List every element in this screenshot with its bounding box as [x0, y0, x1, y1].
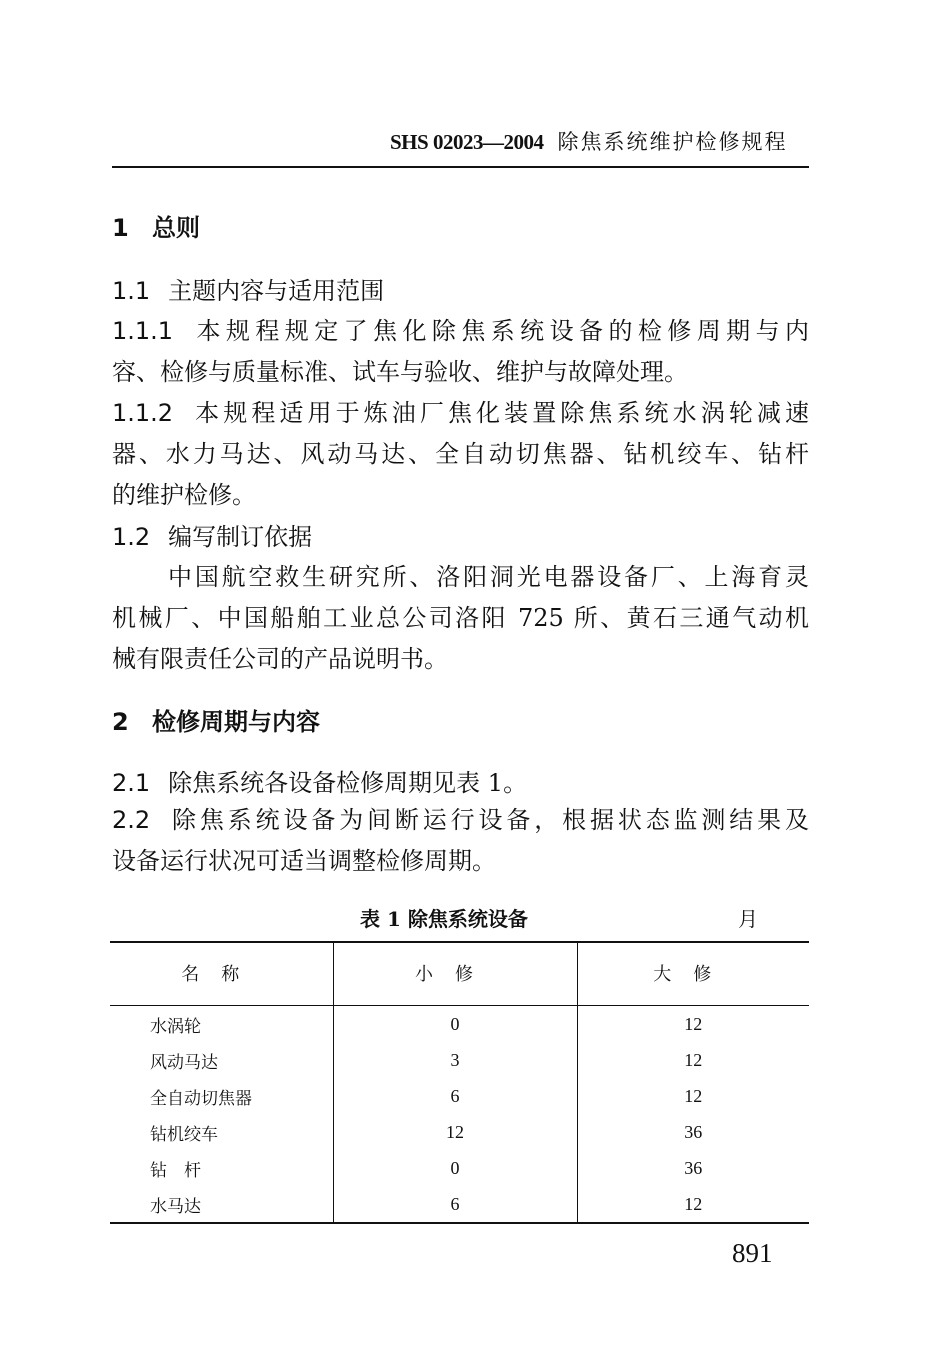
table-unit: 月	[738, 907, 758, 931]
section-number: 1.1.1	[112, 317, 174, 345]
equipment-name: 钻 杆	[150, 1160, 201, 1181]
paragraph-line: 除焦系统设备为间断运行设备，根据状态监测结果及	[168, 806, 809, 834]
equipment-name: 全自动切焦器	[150, 1088, 252, 1109]
major-repair-months: 36	[577, 1150, 809, 1186]
paragraph-line: 设备运行状况可适当调整检修周期。	[112, 847, 496, 875]
major-repair-months: 36	[577, 1114, 809, 1150]
minor-repair-months: 6	[333, 1186, 577, 1222]
paragraph-1-1-2	[112, 393, 809, 516]
table-row	[110, 1078, 809, 1114]
minor-repair-months: 0	[333, 1150, 577, 1186]
column-header-minor-repair: 小修	[333, 941, 577, 1006]
paragraph-line: 容、检修与质量标准、试车与验收、维护与故障处理。	[112, 358, 688, 386]
table-bottom-rule	[110, 1222, 809, 1224]
document-title: 除焦系统维护检修规程	[557, 130, 788, 154]
paragraph-line: 的维护检修。	[112, 481, 256, 509]
paragraph-1-1-1	[112, 311, 809, 393]
standard-number: SHS 02023—2004	[390, 130, 544, 154]
section-number: 2.1	[112, 769, 151, 797]
paragraph-line: 本规程规定了焦化除焦系统设备的检修周期与内	[191, 317, 809, 345]
page-number: 891	[732, 1238, 773, 1268]
table-header-row	[110, 941, 809, 1006]
paragraph-line: 械有限责任公司的产品说明书。	[112, 645, 448, 673]
major-repair-months: 12	[577, 1006, 809, 1043]
table-row	[110, 1042, 809, 1078]
column-header-major-repair: 大修	[577, 941, 809, 1006]
table-caption: 表 1 除焦系统设备	[360, 907, 528, 931]
section-number: 1	[112, 214, 129, 242]
equipment-name: 风动马达	[150, 1052, 218, 1073]
minor-repair-months: 6	[333, 1078, 577, 1114]
major-repair-months: 12	[577, 1042, 809, 1078]
equipment-name: 水涡轮	[150, 1016, 201, 1037]
header-rule	[112, 166, 809, 168]
table-row	[110, 1150, 809, 1186]
section-number: 2	[112, 708, 129, 736]
section-title: 主题内容与适用范围	[168, 277, 385, 305]
paragraph-1-2	[112, 557, 809, 680]
table-row	[110, 1186, 809, 1222]
section-2-heading	[112, 702, 320, 737]
column-header-name: 名称	[110, 941, 333, 1006]
section-title: 检修周期与内容	[152, 707, 320, 736]
minor-repair-months: 0	[333, 1006, 577, 1043]
paragraph-line: 器、水力马达、风动马达、全自动切焦器、钻机绞车、钻杆	[112, 440, 809, 468]
major-repair-months: 12	[577, 1186, 809, 1222]
section-title: 编写制订依据	[168, 523, 313, 551]
paragraph-2-2	[112, 800, 809, 882]
minor-repair-months: 3	[333, 1042, 577, 1078]
maintenance-cycle-table	[110, 941, 809, 1222]
section-number: 2.2	[112, 806, 151, 834]
section-number: 1.1	[112, 277, 151, 305]
minor-repair-months: 12	[333, 1114, 577, 1150]
section-title: 总则	[152, 213, 200, 242]
paragraph-line: 中国航空救生研究所、洛阳洞光电器设备厂、上海育灵	[168, 563, 809, 591]
section-1-heading	[112, 208, 200, 243]
paragraph-2-1	[112, 763, 527, 798]
equipment-name: 钻机绞车	[150, 1124, 218, 1145]
section-1-2-heading	[112, 517, 312, 552]
table-row	[110, 1114, 809, 1150]
equipment-name: 水马达	[150, 1196, 201, 1217]
paragraph-line: 机械厂、中国船舶工业总公司洛阳 725 所、黄石三通气动机	[112, 604, 809, 632]
section-1-1-heading	[112, 271, 384, 306]
section-number: 1.2	[112, 523, 151, 551]
running-header	[390, 126, 810, 166]
major-repair-months: 12	[577, 1078, 809, 1114]
paragraph-line: 本规程适用于炼油厂焦化装置除焦系统水涡轮减速	[191, 399, 809, 427]
paragraph-line: 除焦系统各设备检修周期见表 1。	[168, 769, 528, 797]
table-row	[110, 1006, 809, 1043]
section-number: 1.1.2	[112, 399, 174, 427]
